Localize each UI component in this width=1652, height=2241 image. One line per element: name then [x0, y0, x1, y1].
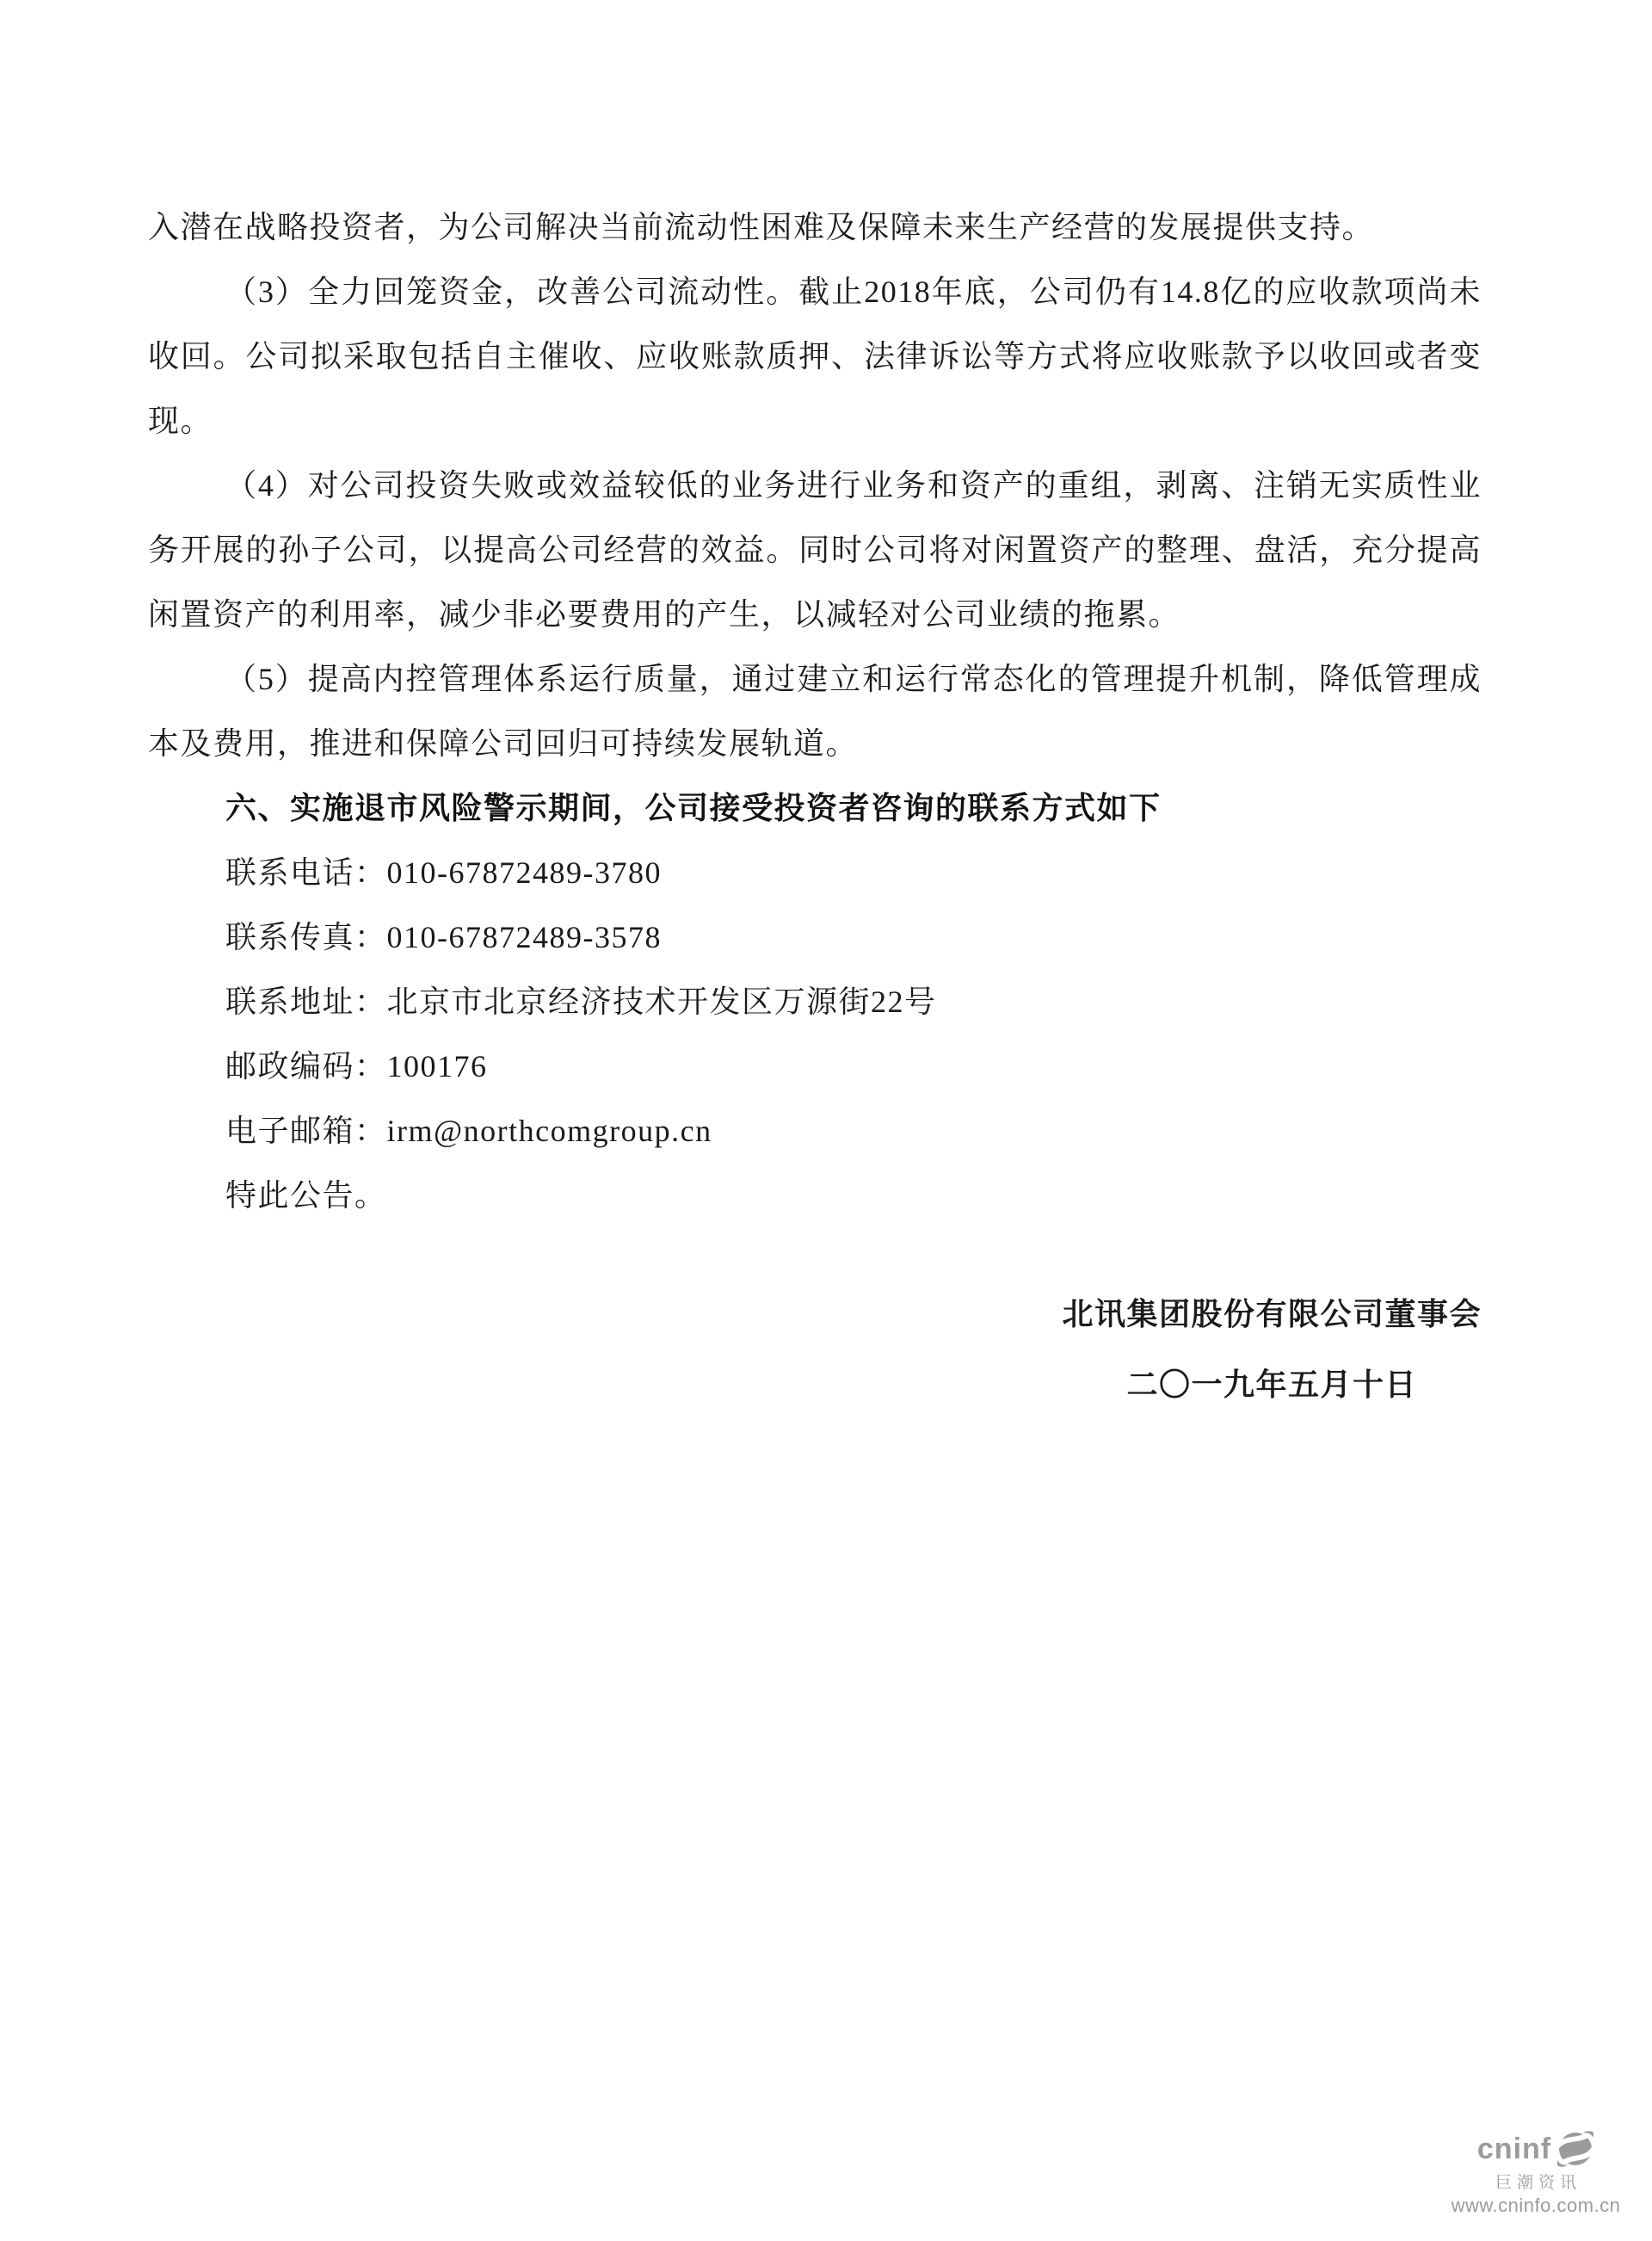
paragraph-continuation: 入潜在战略投资者，为公司解决当前流动性困难及保障未来生产经营的发展提供支持。 [148, 210, 1375, 244]
contact-phone-label: 联系电话： [225, 855, 387, 890]
cninfo-logo-text: cninf [1476, 2133, 1552, 2165]
contact-postcode-label: 邮政编码： [225, 1049, 387, 1083]
cninfo-logo-subtext: 巨潮资讯 [1495, 2174, 1581, 2192]
cninfo-watermark [1451, 2130, 1621, 2217]
contact-fax-label: 联系传真： [225, 920, 387, 954]
contact-email-label: 电子邮箱： [225, 1114, 387, 1148]
cninfo-logo-row [1477, 2130, 1594, 2168]
paragraph-item-3: （3）全力回笼资金，改善公司流动性。截止2018年底，公司仍有14.8亿的应收款项尚未收回。公司拟采取包括自主催收、应收账款质押、法律诉讼等方式将应收账款予以收回或者变现。 [148, 275, 1482, 438]
contact-email-line [148, 1099, 1482, 1164]
paragraph-item-4: （4）对公司投资失败或效益较低的业务进行业务和资产的重组，剥离、注销无实质性业务开展的孙子公司，以提高公司经营的效益。同时公司将对闲置资产的整理、盘活，充分提高闲置资产的利用率，减少非必要费用的产生，以减轻对公司业绩的拖累。 [148, 468, 1482, 632]
contact-address-line [148, 970, 1482, 1034]
cninfo-url: www.cninfo.com.cn [1451, 2195, 1621, 2216]
contact-postcode-line [148, 1034, 1482, 1099]
signature-block [148, 1282, 1482, 1417]
closing-statement: 特此公告。 [225, 1178, 387, 1213]
contact-fax-line [148, 905, 1482, 970]
contact-address-label: 联系地址： [225, 985, 387, 1019]
cninfo-globe-icon [1556, 2130, 1594, 2168]
contact-postcode-value: 100176 [386, 1049, 488, 1083]
contact-email-value: irm@northcomgroup.cn [386, 1114, 712, 1148]
contact-phone-value: 010-67872489-3780 [386, 855, 662, 890]
contact-phone-line [148, 841, 1482, 905]
signature-date: 二〇一九年五月十日 [1126, 1367, 1417, 1402]
signature-inner [1062, 1282, 1482, 1417]
paragraph-item-5: （5）提高内控管理体系运行质量，通过建立和运行常态化的管理提升机制，降低管理成本及费用，推进和保障公司回归可持续发展轨道。 [148, 662, 1482, 761]
contact-address-value: 北京市北京经济技术开发区万源街22号 [386, 985, 937, 1019]
signature-company: 北讯集团股份有限公司董事会 [1062, 1297, 1482, 1331]
section-heading: 六、实施退市风险警示期间，公司接受投资者咨询的联系方式如下 [225, 791, 1162, 825]
contact-fax-value: 010-67872489-3578 [386, 920, 662, 954]
